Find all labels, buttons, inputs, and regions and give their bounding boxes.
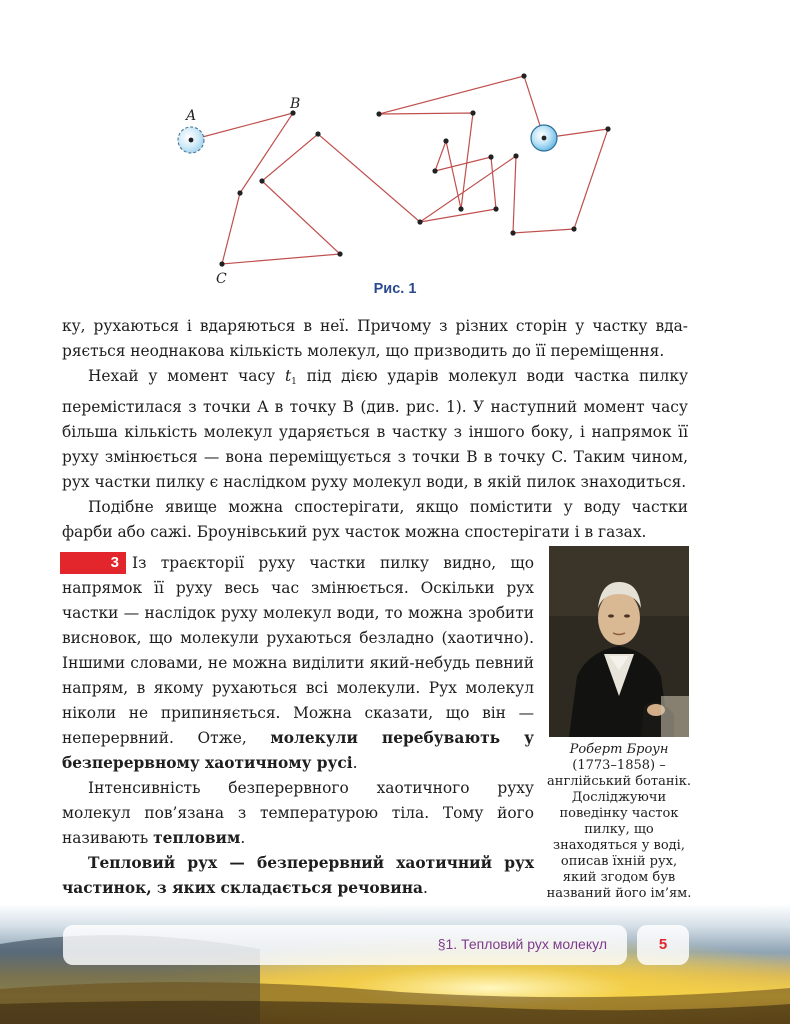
label-b: B xyxy=(290,96,301,112)
paragraph: Інтенсивність безперервного хаотичного руху молекул пов’язана з температурою тіла. Тому його називають тепловим. xyxy=(62,779,534,847)
paragraph-line: ряється неоднакова кількість молекул, що призводить до її переміщення. xyxy=(62,342,665,360)
paragraph: Подібне явище можна спостерігати, якщо помістити у воду частки фарби або сажі. Броунівський рух часток можна спостерігати і в газах. xyxy=(62,498,688,541)
trajectory-points xyxy=(219,73,610,266)
figure-caption: Рис. 1 xyxy=(373,281,417,297)
footer-section-bar xyxy=(63,925,627,965)
text-block-top xyxy=(62,314,688,545)
portrait-caption xyxy=(543,742,695,902)
section-number-badge: 3 xyxy=(60,552,126,574)
paragraph-line: ку, рухаються і вдаряються в неї. Причому з різних сторін у частку вда- xyxy=(62,317,688,335)
portrait-image xyxy=(549,546,689,737)
portrait-bio: (1773–1858) – англійський ботанік. Досліджуючи поведінку часток пилку, що знаходяться у воді, описав їхній рух, який згодом був названий його ім’ям. xyxy=(546,758,692,901)
portrait-robert-brown xyxy=(549,546,689,737)
footer-section-title: §1. Тепловий рух молекул xyxy=(437,936,607,952)
label-a: A xyxy=(186,108,197,124)
time-subscript: 1 xyxy=(291,377,297,387)
text-block-main xyxy=(62,551,534,901)
page-number: 5 xyxy=(637,925,689,965)
particle-end-center xyxy=(542,136,547,141)
definition: Тепловий рух — безперервний хаотичний рух частинок, з яких складається речовина. xyxy=(62,854,534,897)
brownian-motion-figure xyxy=(0,0,790,310)
definition-bold: Тепловий рух — безперервний хаотичний рух частинок, з яких складається речовина xyxy=(62,854,534,897)
particle-start-center xyxy=(189,138,194,143)
label-c: C xyxy=(216,271,227,287)
bold-statement: молекули перебувають у безперервному хаотичному русі xyxy=(62,729,534,772)
portrait-name: Роберт Броун xyxy=(569,742,669,757)
paragraph: 3 Із траєкторії руху частки пилку видно, що напрямок її руху весь час змінюється. Оскільки рух частки — наслідок руху молекул води, то можна зробити висновок, що молекули рухаються безладно (хаотично). Іншими словами, не можна виділити який-небудь певний напрям, в якому рухаються всі молекули. Рух молекул ніколи не припиняється. Можна сказати, що він — неперервний. Отже, молекули перебувають у безперервному хаотичному русі. xyxy=(62,554,534,772)
time-symbol: t xyxy=(284,367,292,385)
trajectory-path-2 xyxy=(379,76,544,222)
paragraph: Нехай у момент часу $t_1$ під дією ударів молекул води частка пилку перемістилася з точки A в точку B (див. рис. 1). У наступний момент часу більша кількість молекул ударяється в частку з іншого боку, і напрямок її руху змінюється — вона переміщується з точки B в точку C. Таким чином, рух частки пилку є наслідком руху молекул води, в якій пилок знаходиться. xyxy=(62,367,689,491)
term-thermal: тепловим xyxy=(153,829,241,847)
